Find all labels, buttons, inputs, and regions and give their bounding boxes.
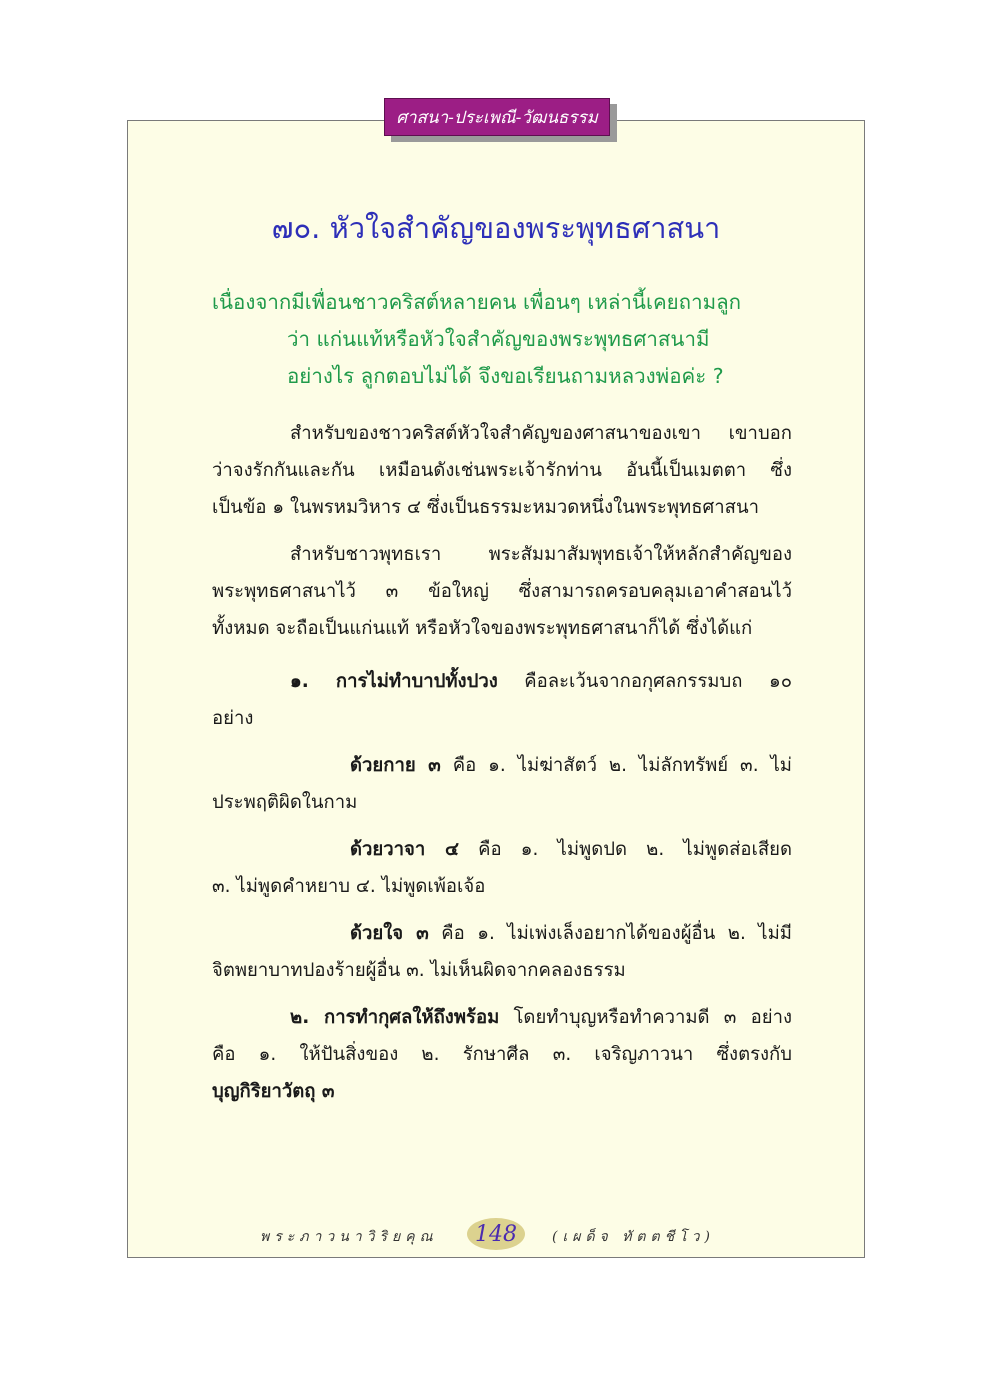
sub-item-heading: ด้วยกาย ๓ (350, 755, 441, 776)
paragraph (212, 536, 792, 647)
text-line: จิตพยาบาทปองร้ายผู้อื่น ๓. ไม่เห็นผิดจากคลองธรรม (212, 960, 626, 981)
question-line: เนื่องจากมีเพื่อนชาวคริสต์หลายคน เพื่อนๆ เหล่านี้เคยถามลูก (212, 290, 742, 314)
text-line: ๓. ไม่พูดคำหยาบ ๔. ไม่พูดเพ้อเจ้อ (212, 876, 486, 897)
text-line: ว่าจงรักกันและกัน เหมือนดังเช่นพระเจ้ารักท่าน อันนี้เป็นเมตตา ซึ่ง (212, 460, 792, 481)
text-line (212, 747, 792, 784)
list-item (212, 663, 792, 737)
text-line: เป็นข้อ ๑ ในพรหมวิหาร ๔ ซึ่งเป็นธรรมะหมวดหนึ่งในพระพุทธศาสนา (212, 497, 759, 518)
text-line: คือ ๑. ให้ปันสิ่งของ ๒. รักษาศีล ๓. เจริญภาวนา ซึ่งตรงกับ (212, 1044, 792, 1065)
text-line: สำหรับของชาวคริสต์หัวใจสำคัญของศาสนาของเขา เขาบอก (290, 423, 792, 444)
section-tab: ศาสนา-ประเพณี-วัฒนธรรม (384, 98, 610, 136)
footer-author-name: (เผด็จ ทัตตชีโว) (552, 1229, 715, 1245)
item-heading: ๒. การทำกุศลให้ถึงพร้อม (290, 1007, 500, 1028)
sub-item-text: คือ ๑. ไม่เพ่งเล็งอยากได้ของผู้อื่น ๒. ไม่มี (428, 923, 792, 944)
text-line (212, 915, 792, 952)
item-heading: ๑. การไม่ทำบาปทั้งปวง (290, 671, 498, 692)
text-line (212, 663, 792, 700)
sub-item-text: คือ ๑. ไม่ฆ่าสัตว์ ๒. ไม่ลักทรัพย์ ๓. ไม่ (440, 755, 793, 776)
item-text: คือละเว้นจากอกุศลกรรมบถ ๑๐ (497, 671, 792, 692)
paragraph (212, 415, 792, 526)
page-number: 148 (467, 1218, 525, 1250)
item-heading: บุญกิริยาวัตถุ ๓ (212, 1081, 335, 1102)
text-line: พระพุทธศาสนาไว้ ๓ ข้อใหญ่ ซึ่งสามารถครอบคลุมเอาคำสอนไว้ (212, 581, 792, 602)
question-line: อย่างไร ลูกตอบไม่ได้ จึงขอเรียนถามหลวงพ่อค่ะ ? (287, 364, 724, 388)
question-line: ว่า แก่นแท้หรือหัวใจสำคัญของพระพุทธศาสนามี (287, 327, 710, 351)
text-line (212, 1073, 792, 1110)
sub-item-text: คือ ๑. ไม่พูดปด ๒. ไม่พูดส่อเสียด (458, 839, 792, 860)
sub-item-heading: ด้วยใจ ๓ (350, 923, 429, 944)
sub-item (212, 831, 792, 905)
text-line: สำหรับชาวพุทธเรา พระสัมมาสัมพุทธเจ้าให้หลักสำคัญของ (290, 544, 792, 565)
text-line: ทั้งหมด จะถือเป็นแก่นแท้ หรือหัวใจของพระพุทธศาสนาก็ได้ ซึ่งได้แก่ (212, 618, 753, 639)
footer-author: พระภาวนาวิริยคุณ (260, 1229, 438, 1245)
text-line: อย่าง (212, 708, 254, 729)
sub-item (212, 915, 792, 989)
answer-body (212, 415, 792, 1120)
question (212, 284, 812, 395)
sub-item (212, 747, 792, 821)
page-footer (127, 1218, 865, 1252)
text-line: ประพฤติผิดในกาม (212, 792, 358, 813)
sub-item-heading: ด้วยวาจา ๔ (350, 839, 459, 860)
item-text: โดยทำบุญหรือทำความดี ๓ อย่าง (499, 1007, 792, 1028)
text-line (212, 999, 792, 1036)
text-line (212, 831, 792, 868)
chapter-title: ๗๐. หัวใจสำคัญของพระพุทธศาสนา (271, 211, 721, 245)
list-item (212, 999, 792, 1110)
